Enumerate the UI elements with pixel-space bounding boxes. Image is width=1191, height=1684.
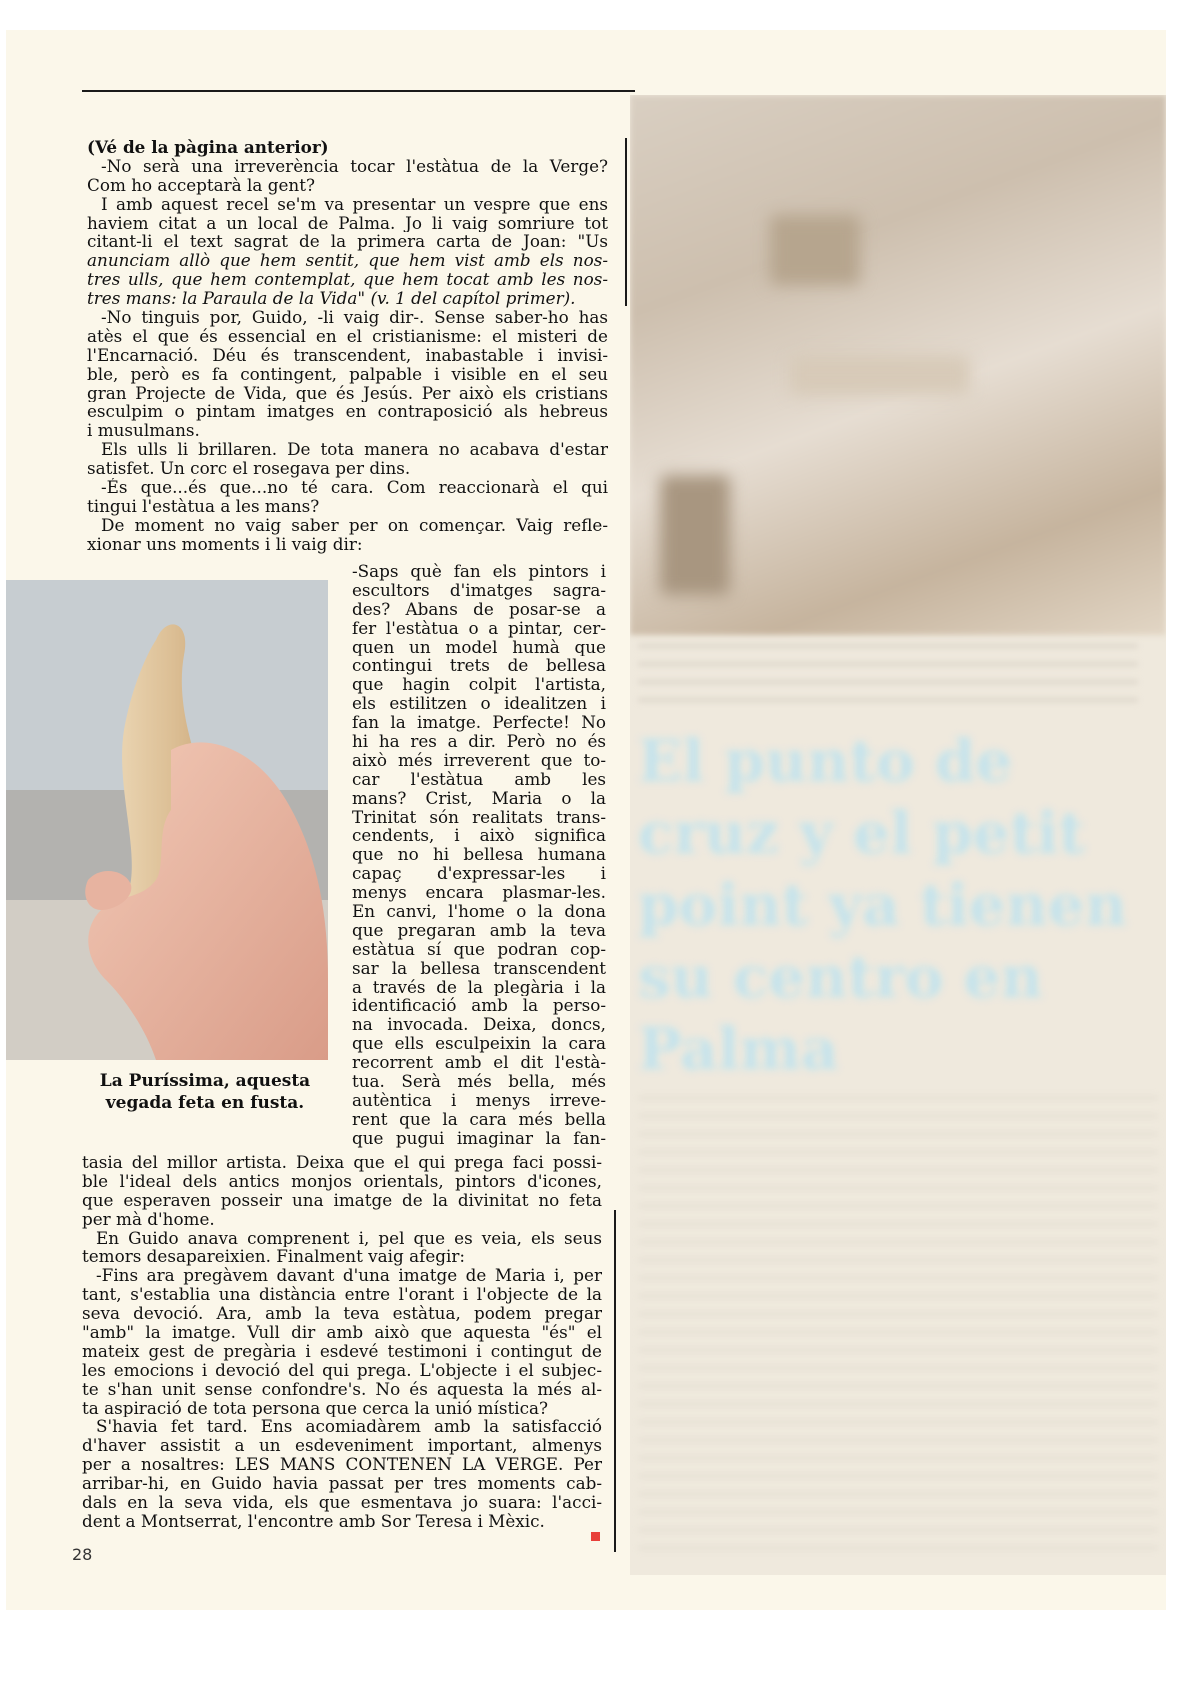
- text-line: "amb" la imatge. Vull dir amb això que aquesta "és" el: [82, 1323, 602, 1342]
- text-line: S'havia fet tard. Ens acomiadàrem amb la satisfacció: [96, 1417, 602, 1437]
- text-line: capaç d'expressar-les i: [352, 864, 606, 884]
- text-line: menys encara plasmar-les.: [352, 883, 606, 903]
- text-line: satisfet. Un corc el rosegava per dins.: [87, 459, 411, 479]
- text-line: l'Encarnació. Déu és transcendent, inabastable i invisi-: [87, 345, 608, 365]
- text-line: escultors d'imatges sagra-: [352, 580, 606, 600]
- statue-photo: [6, 580, 328, 1060]
- photo-caption: La Puríssima, aquesta vegada feta en fusta.: [99, 1071, 311, 1113]
- text-line: a través de la plegària i la: [352, 977, 606, 997]
- text-line: I amb aquest recel se'm va presentar un vespre que ens: [101, 194, 608, 214]
- text-line: temors desapareixien. Finalment vaig afegir:: [82, 1247, 466, 1267]
- text-line: atès el que és essencial en el cristianisme: el misteri de: [87, 326, 608, 346]
- text-line: mans? Crist, Maria o la: [352, 788, 606, 808]
- text-line: que ells esculpeixin la cara: [352, 1034, 606, 1054]
- text-line: En canvi, l'home o la dona: [352, 902, 606, 921]
- text-line: (Vé de la pàgina anterior): [87, 138, 329, 157]
- text-line: autèntica i menys irreve-: [352, 1090, 606, 1110]
- text-line: que no hi bellesa humana: [352, 845, 606, 865]
- text-line: que pregaran amb la teva: [352, 920, 606, 940]
- text-line: contingui trets de bellesa: [352, 656, 606, 676]
- article-text-block-3: [82, 1153, 602, 1531]
- text-line: hi ha res a dir. Però no és: [352, 732, 606, 751]
- blurred-object: [790, 355, 970, 395]
- text-line: tres mans: la Paraula de la Vida" (v. 1 del capítol primer).: [87, 289, 576, 309]
- text-line: des? Abans de posar-se a: [352, 599, 606, 619]
- text-line: fer l'estàtua o a pintar, cer-: [352, 618, 606, 638]
- text-line: que pugui imaginar la fan-: [352, 1128, 606, 1148]
- text-line: sar la bellesa transcendent: [352, 958, 606, 978]
- text-line: tres ulls, que hem contemplat, que hem tocat amb les nos-: [87, 270, 608, 290]
- text-line: En Guido anava comprenent i, pel que es veia, els seus: [96, 1228, 602, 1248]
- text-line: esculpim o pintam imatges en contraposició als hebreus: [87, 402, 608, 422]
- text-line: els estilitzen o idealitzen i: [352, 694, 606, 714]
- text-line: Com ho acceptarà la gent?: [87, 175, 315, 195]
- text-line: -No serà una irreverència tocar l'estàtua de la Verge?: [101, 156, 608, 176]
- text-line: fan la imatge. Perfecte! No: [352, 713, 606, 733]
- text-line: na invocada. Deixa, doncs,: [352, 1015, 606, 1035]
- top-rule: [82, 90, 635, 92]
- blurred-object: [660, 475, 730, 595]
- column-rule: [614, 1210, 616, 1552]
- text-line: ble, però es fa contingent, palpable i visible en el seu: [87, 364, 608, 384]
- text-line: això més irreverent que to-: [352, 750, 606, 770]
- text-line: Els ulls li brillaren. De tota manera no acabava d'estar: [101, 440, 608, 460]
- column-rule: [625, 138, 627, 306]
- article-text-block-1: [87, 138, 608, 554]
- text-line: -És que...és que...no té cara. Com reaccionarà el qui: [101, 478, 608, 497]
- text-line: que hagin colpit l'artista,: [352, 675, 606, 695]
- text-line: Trinitat són realitats trans-: [352, 807, 606, 827]
- text-line: les emocions i devoció del qui prega. L'objecte i el subjec-: [82, 1360, 602, 1380]
- text-line: tua. Serà més bella, més: [352, 1072, 606, 1091]
- text-line: rent que la cara més bella: [352, 1109, 606, 1129]
- text-line: xionar uns moments i li vaig dir:: [87, 534, 363, 554]
- text-line: car l'estàtua amb les: [352, 769, 606, 789]
- text-line: arribar-hi, en Guido havia passat per tres moments cab-: [82, 1474, 602, 1494]
- text-line: tasia del millor artista. Deixa que el qui prega faci possi-: [82, 1153, 602, 1172]
- text-line: per a nosaltres: LES MANS CONTENEN LA VERGE. Per: [82, 1455, 602, 1475]
- text-line: d'haver assistit a un esdeveniment important, almenys: [82, 1436, 602, 1456]
- text-line: ta aspiració de tota persona que cerca la unió mística?: [82, 1398, 548, 1418]
- text-line: per mà d'home.: [82, 1209, 215, 1229]
- text-line: identificació amb la perso-: [352, 996, 606, 1016]
- text-line: que esperaven posseir una imatge de la divinitat no feta: [82, 1190, 602, 1210]
- text-line: citant-li el text sagrat de la primera carta de Joan: "Us: [87, 232, 608, 252]
- blurred-caption: [638, 643, 1138, 703]
- article-text-block-2: [352, 562, 606, 1148]
- wooden-statue-in-hand-image: [6, 580, 328, 1060]
- text-line: ble l'ideal dels antics monjos orientals, pintors d'icones,: [82, 1171, 602, 1191]
- blurred-headline: El punto de cruz y el petit point ya tienen su centro en Palma: [638, 727, 1127, 1083]
- text-line: mateix gest de pregària i esdevé testimoni i contingut de: [82, 1341, 602, 1361]
- text-line: gran Projecte de Vida, que és Jesús. Per això els cristians: [87, 383, 608, 403]
- text-line: De moment no vaig saber per on començar. Vaig refle-: [101, 515, 608, 535]
- text-line: recorrent amb el dit l'està-: [352, 1053, 606, 1073]
- text-line: estàtua sí que podran cop-: [352, 939, 606, 959]
- blurred-object: [770, 215, 860, 285]
- text-line: te s'han unit sense confondre's. No és aquesta la més al-: [82, 1379, 602, 1399]
- text-line: -No tinguis por, Guido, -li vaig dir-. Sense saber-ho has: [101, 308, 608, 327]
- text-line: dals en la seva vida, els que esmentava jo suara: l'acci-: [82, 1493, 602, 1512]
- end-of-article-mark: [591, 1532, 600, 1541]
- text-line: tant, s'establia una distància entre l'orant i l'objecte de la: [82, 1285, 602, 1305]
- text-line: -Fins ara pregàvem davant d'una imatge de Maria i, per: [96, 1266, 602, 1286]
- text-line: haviem citat a un local de Palma. Jo li vaig somriure tot: [87, 213, 608, 233]
- text-line: quen un model humà que: [352, 637, 606, 657]
- page-number: 28: [72, 1545, 93, 1564]
- text-line: cendents, i això significa: [352, 826, 606, 846]
- blurred-body-text: [638, 1095, 1158, 1555]
- text-line: dent a Montserrat, l'encontre amb Sor Teresa i Mèxic.: [82, 1511, 545, 1531]
- adjacent-page-blurred: [630, 95, 1166, 1575]
- text-line: i musulmans.: [87, 421, 200, 441]
- text-line: seva devoció. Ara, amb la teva estàtua, podem pregar: [82, 1304, 602, 1324]
- text-line: -Saps què fan els pintors i: [352, 562, 606, 581]
- text-line: anunciam allò que hem sentit, que hem vist amb els nos-: [87, 251, 608, 271]
- text-line: tingui l'estàtua a les mans?: [87, 496, 320, 516]
